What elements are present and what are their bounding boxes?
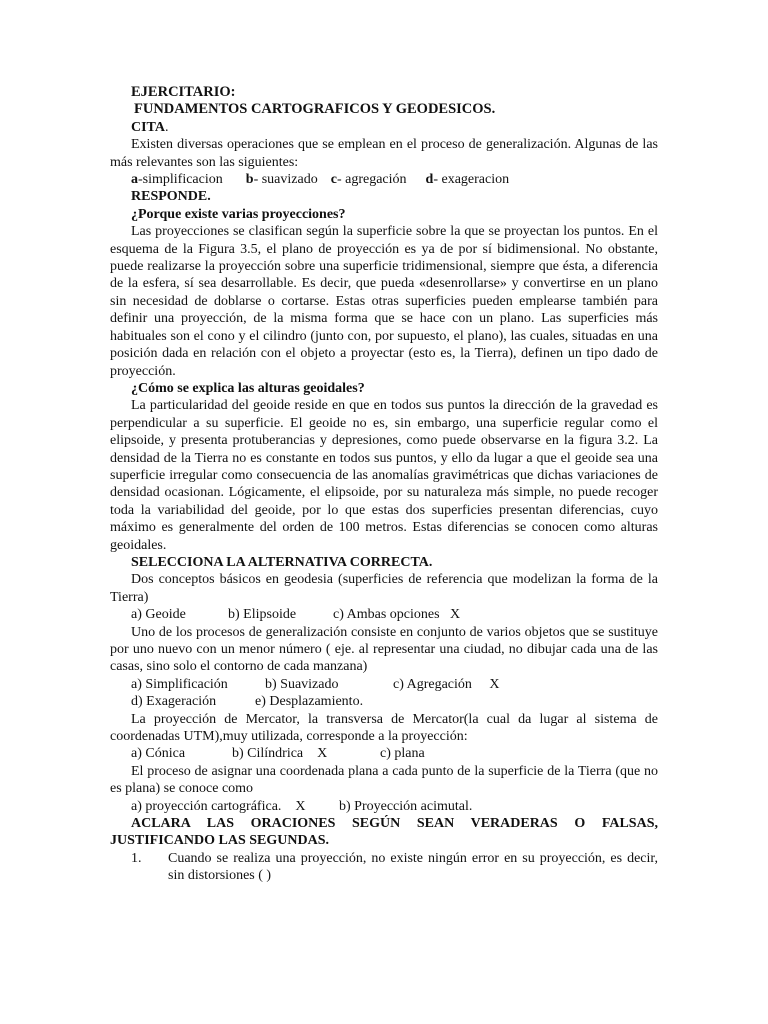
list-item-text: Cuando se realiza una proyección, no existe ningún error en su proyección, es decir, sin distorsiones ( ) <box>168 850 658 884</box>
operation-a: a-simplificacion <box>131 172 223 188</box>
mcq-3-option-a: a) Cónica <box>131 746 186 762</box>
answer-2: La particularidad del geoide reside en que en todos sus puntos la dirección de la gravedad es perpendicular a su superficie. El geoide no es, sin embargo, una superficie regular como el elipsoide, y presenta protuberancias y depresiones, como puede observarse en la figura 3.2. La densidad de la Tierra no es constante en todos sus puntos, y ello da lugar a que el geoide sea una superficie irregular como consecuencia de las anomalías gravimétricas que dichas variaciones de densidad ocasionan. Lógicamente, el elipsoide, por su naturaleza más simple, no puede recoger toda la variabilidad del geoide, por lo que estas dos superficies presentan diferencias, cuyo máximo es generalmente del orden de 100 metros. Estas diferencias se conocen como alturas geoidales. <box>110 398 658 553</box>
cita-label: CITA <box>131 119 165 135</box>
cita-heading <box>110 119 658 136</box>
mcq-3-option-c: c) plana <box>380 746 425 762</box>
aclara-heading-line-1: ACLARA LAS ORACIONES SEGÚN SEAN VERADERAS O FALSAS, <box>131 816 658 832</box>
aclara-heading-line-2: JUSTIFICANDO LAS SEGUNDAS. <box>110 833 329 849</box>
mcq-2-option-b: b) Suavizado <box>265 676 339 692</box>
mcq-4-stem: El proceso de asignar una coordenada plana a cada punto de la superficie de la Tierra (que no es plana) se conoce como <box>110 763 658 797</box>
responde-heading: RESPONDE. <box>131 189 211 205</box>
mcq-1-option-c: c) Ambas opciones X <box>333 607 461 623</box>
operations-list <box>110 171 658 188</box>
mcq-2-stem: Uno de los procesos de generalización consiste en conjunto de varios objetos que se sustituye por uno nuevo con un menor número ( eje. al representar una ciudad, no dibujar cada una de las casas, sino solo el contorno de cada manzana) <box>110 624 658 675</box>
mcq-3-stem: La proyección de Mercator, la transversa de Mercator(la cual da lugar al sistema de coordenadas UTM),muy utilizada, corresponde a la proyección: <box>110 711 658 745</box>
operation-c: c- agregación <box>330 172 407 188</box>
mcq-2-options-row-1 <box>110 676 658 693</box>
mcq-1-option-a: a) Geoide <box>131 607 186 623</box>
mcq-1-option-b: b) Elipsoide <box>228 607 297 623</box>
mcq-3-options <box>110 745 658 762</box>
doc-heading-subject: FUNDAMENTOS CARTOGRAFICOS Y GEODESICOS. <box>134 101 496 118</box>
mcq-2-option-a: a) Simplificación <box>131 676 228 692</box>
mcq-4-options <box>110 798 658 815</box>
selecciona-heading: SELECCIONA LA ALTERNATIVA CORRECTA. <box>131 554 433 570</box>
operation-b: b- suavizado <box>245 172 318 188</box>
mcq-4-option-b: b) Proyección acimutal. <box>339 798 473 814</box>
mcq-2-option-e: e) Desplazamiento. <box>255 694 364 710</box>
mcq-1-options <box>110 606 658 623</box>
question-1: ¿Porque existe varias proyecciones? <box>131 206 346 222</box>
mcq-2-options-row-2 <box>110 693 658 710</box>
list-item-number: 1. <box>131 850 142 866</box>
mcq-2-option-c: c) Agregación X <box>393 676 500 692</box>
mcq-4-option-a: a) proyección cartográfica. X <box>131 798 306 814</box>
cita-dot: . <box>164 119 169 135</box>
answer-1: Las proyecciones se clasifican según la superficie sobre la que se proyectan los puntos. En el esquema de la Figura 3.5, el plano de proyección es ya de por sí bidimensional. No obstante, puede realizarse la proyección sobre una superficie tridimensional, siempre que ésta, a diferencia de la esfera, sí sea desarrollable. Es decir, que pueda «desenrollarse» y convertirse en un plano sin necesidad de doblarse o cortarse. Estas otras superficies pueden emplearse también para definir una proyección, de la misma forma que se hace con un plano. Las superficies más habituales son el cono y el cilindro (junto con, por supuesto, el plano), las cuales, situadas en una posición dada en relación con el objeto a proyectar (esto es, la Tierra), definen un tipo dado de proyección. <box>110 224 658 379</box>
doc-heading-ejercitario: EJERCITARIO: <box>131 84 236 100</box>
document-page <box>110 84 658 885</box>
mcq-1-stem: Dos conceptos básicos en geodesia (superficies de referencia que modelizan la forma de la Tierra) <box>110 572 658 605</box>
mcq-3-option-b: b) Cilíndrica X <box>232 746 328 762</box>
mcq-2-option-d: d) Exageración <box>131 694 217 710</box>
question-2: ¿Cómo se explica las alturas geoidales? <box>131 380 365 396</box>
list-item <box>110 850 658 885</box>
cita-paragraph: Existen diversas operaciones que se emplean en el proceso de generalización. Algunas de las más relevantes son las siguientes: <box>110 137 658 170</box>
operation-d: d- exageracion <box>425 172 510 188</box>
